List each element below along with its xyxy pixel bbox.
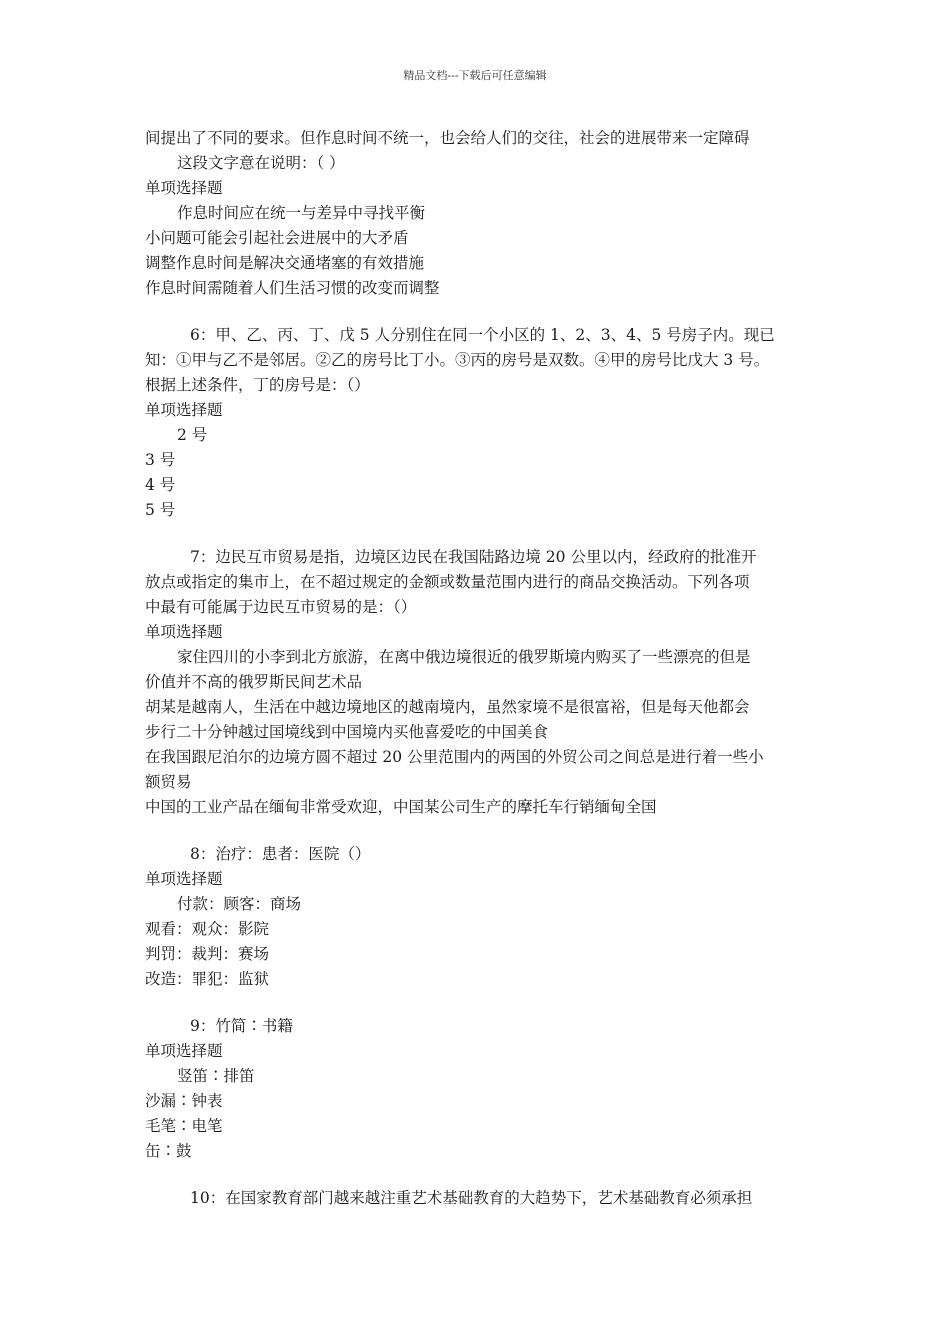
question-continued-text: 间提出了不同的要求。但作息时间不统一，也会给人们的交往，社会的进展带来一定障碍 [145,129,750,147]
q6-type: 单项选择题 [145,401,223,419]
q7-option-b-line-2: 步行二十分钟越过国境线到中国境内买他喜爱吃的中国美食 [145,723,549,741]
q7-option-a-line-1: 家住四川的小李到北方旅游，在离中俄边境很近的俄罗斯境内购买了一些漂亮的但是 [177,648,751,666]
option-a: 作息时间应在统一与差异中寻找平衡 [177,204,426,222]
option-d: 作息时间需随着人们生活习惯的改变而调整 [145,279,440,297]
q8-option-b: 观看：观众：影院 [145,920,270,938]
q7-option-c-line-2: 额贸易 [145,773,192,791]
q7-option-a-line-2: 价值并不高的俄罗斯民间艺术品 [145,673,363,691]
q6-option-a: 2 号 [177,426,208,444]
q6-stem-line-1: 6：甲、乙、丙、丁、戊 5 人分别住在同一个小区的 1、2、3、4、5 号房子内。现已 [190,326,775,344]
q7-type: 单项选择题 [145,623,223,641]
q9-option-b: 沙漏∶钟表 [145,1092,223,1110]
q7-option-b-line-1: 胡某是越南人，生活在中越边境地区的越南境内，虽然家境不是很富裕，但是每天他都会 [145,698,750,716]
q9-option-a: 竖笛∶排笛 [177,1067,255,1085]
q6-stem-line-3: 根据上述条件，丁的房号是：（） [145,376,370,394]
page-header: 精品文档---下载后可任意编辑 [403,69,547,82]
q6-option-d: 5 号 [145,501,176,519]
question-type: 单项选择题 [145,179,223,197]
option-b: 小问题可能会引起社会进展中的大矛盾 [145,229,409,247]
q10-stem: 10：在国家教育部门越来越注重艺术基础教育的大趋势下，艺术基础教育必须承担 [190,1189,753,1207]
q6-option-b: 3 号 [145,451,176,469]
q8-type: 单项选择题 [145,870,223,888]
q7-stem-line-3: 中最有可能属于边民互市贸易的是：（） [145,598,417,616]
q9-option-c: 毛笔∶电笔 [145,1117,223,1135]
q7-stem-line-2: 放点或指定的集市上，在不超过规定的金额或数量范围内进行的商品交换活动。下列各项 [145,573,750,591]
q7-option-c-line-1: 在我国跟尼泊尔的边境方圆不超过 20 公里范围内的两国的外贸公司之间总是进行着一些小 [145,748,764,766]
q6-option-c: 4 号 [145,476,176,494]
document-body [145,126,825,1211]
q9-stem: 9：竹简∶书籍 [190,1017,293,1035]
q8-option-c: 判罚：裁判：赛场 [145,945,270,963]
q7-stem-line-1: 7：边民互市贸易是指，边境区边民在我国陆路边境 20 公里以内，经政府的批准开 [190,548,757,566]
q9-type: 单项选择题 [145,1042,223,1060]
question-stem: 这段文字意在说明：（ ） [177,154,345,172]
q8-option-a: 付款：顾客：商场 [177,895,302,913]
q6-stem-line-2: 知：①甲与乙不是邻居。②乙的房号比丁小。③丙的房号是双数。④甲的房号比戊大 3 号。 [145,351,770,369]
q8-stem: 8：治疗：患者：医院（） [190,845,371,863]
q9-option-d: 缶∶鼓 [145,1142,192,1160]
q8-option-d: 改造：罪犯：监狱 [145,970,270,988]
q7-option-d: 中国的工业产品在缅甸非常受欢迎，中国某公司生产的摩托车行销缅甸全国 [145,798,657,816]
option-c: 调整作息时间是解决交通堵塞的有效措施 [145,254,425,272]
